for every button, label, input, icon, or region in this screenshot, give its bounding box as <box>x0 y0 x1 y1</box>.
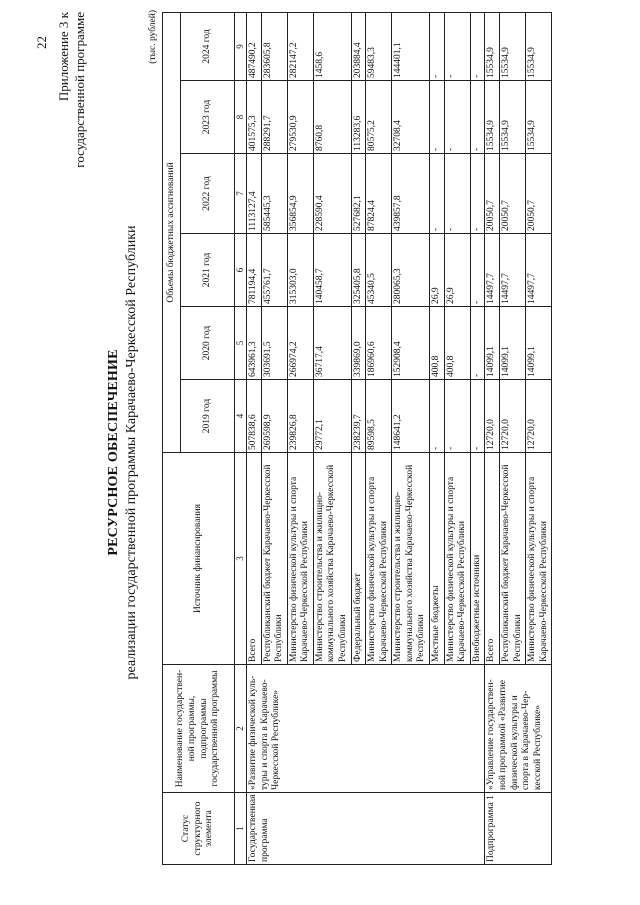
header-year: 2019 год <box>181 380 235 453</box>
value-cell: 643961,3 <box>246 307 261 380</box>
value-cell: 36717,4 <box>313 307 351 380</box>
column-index: 1 <box>235 793 247 865</box>
header-budget-volumes: Объемы бюджетных ассигнований <box>163 12 181 452</box>
value-cell: 455761,7 <box>261 234 287 307</box>
value-cell: 8760,8 <box>313 81 351 154</box>
value-cell: 15534,9 <box>485 12 500 80</box>
value-cell: 269598,9 <box>261 380 287 453</box>
value-cell: 89598,5 <box>366 380 392 453</box>
value-cell: 12720,0 <box>526 380 552 453</box>
value-cell: 59483,3 <box>366 12 392 80</box>
column-index: 9 <box>235 12 247 80</box>
value-cell: 238239,7 <box>351 380 366 453</box>
appendix-line-2: государственной программе <box>72 12 87 168</box>
column-index: 7 <box>235 154 247 234</box>
value-cell: - <box>470 12 485 80</box>
value-cell: 20050,7 <box>485 154 500 234</box>
value-cell: 29772,1 <box>313 380 351 453</box>
appendix-line-1: Приложение 3 к <box>56 12 71 102</box>
value-cell: - <box>444 12 470 80</box>
value-cell: 113283,6 <box>351 81 366 154</box>
value-cell: 507838,6 <box>246 380 261 453</box>
value-cell: 325405,8 <box>351 234 366 307</box>
value-cell: 144401,1 <box>392 12 430 80</box>
value-cell: 400,8 <box>444 307 470 380</box>
value-cell: - <box>444 81 470 154</box>
column-index: 4 <box>235 380 247 453</box>
value-cell: - <box>444 380 470 453</box>
source-cell: Всего <box>485 453 500 665</box>
source-cell: Местные бюджеты <box>430 453 445 665</box>
value-cell: - <box>430 12 445 80</box>
value-cell: - <box>430 81 445 154</box>
value-cell: - <box>470 81 485 154</box>
value-cell: 20050,7 <box>526 154 552 234</box>
status-cell: Государственная программа <box>246 793 484 865</box>
value-cell: - <box>470 234 485 307</box>
value-cell: 279530,9 <box>287 81 313 154</box>
value-cell: 303691,5 <box>261 307 287 380</box>
source-cell: Министерство физической культуры и спорта Карачаево-Черкесской Республики <box>287 453 313 665</box>
value-cell: 15534,9 <box>526 12 552 80</box>
header-funding-source: Источник финансирования <box>163 453 235 665</box>
column-index: 6 <box>235 234 247 307</box>
value-cell: 26,9 <box>444 234 470 307</box>
program-name-cell: «Управление государствен-ной программой «Развитие физической культуры и спорта в Карачаево-Чер-кесской Республике» <box>485 665 552 793</box>
value-cell: - <box>430 380 445 453</box>
value-cell: 15534,9 <box>526 81 552 154</box>
value-cell: 439857,8 <box>392 154 430 234</box>
value-cell: 339869,0 <box>351 307 366 380</box>
value-cell: 585445,3 <box>261 154 287 234</box>
value-cell: 781194,4 <box>246 234 261 307</box>
value-cell: 45340,5 <box>366 234 392 307</box>
value-cell: 356854,9 <box>287 154 313 234</box>
source-cell: Всего <box>246 453 261 665</box>
value-cell: 14099,1 <box>499 307 525 380</box>
header-program-name: Наименование государствен-ной программы, подпрограммы государственной программы <box>163 665 235 793</box>
value-cell: 266974,2 <box>287 307 313 380</box>
source-cell: Министерство физической культуры и спорта Карачаево-Черкесской Республики <box>444 453 470 665</box>
column-index: 5 <box>235 307 247 380</box>
header-year: 2022 год <box>181 154 235 234</box>
value-cell: 282147,2 <box>287 12 313 80</box>
value-cell: 12720,0 <box>485 380 500 453</box>
units-label: (тыс. рублей) <box>148 10 158 64</box>
value-cell: 32708,4 <box>392 81 430 154</box>
value-cell: 1458,6 <box>313 12 351 80</box>
value-cell: 400,8 <box>430 307 445 380</box>
value-cell: 401575,3 <box>246 81 261 154</box>
value-cell: 140458,7 <box>313 234 351 307</box>
value-cell: 14497,7 <box>526 234 552 307</box>
value-cell: 20050,7 <box>499 154 525 234</box>
resource-table <box>162 12 552 865</box>
value-cell: 239826,8 <box>287 380 313 453</box>
value-cell: - <box>430 154 445 234</box>
header-year: 2023 год <box>181 81 235 154</box>
value-cell: 1113127,4 <box>246 154 261 234</box>
source-cell: Министерство строительства и жилищно-коммунального хозяйства Карачаево-Черкесской Республики <box>392 453 430 665</box>
value-cell: 527682,1 <box>351 154 366 234</box>
source-cell: Республиканский бюджет Карачаево-Черкесской Республики <box>261 453 287 665</box>
header-year: 2020 год <box>181 307 235 380</box>
value-cell: 186960,6 <box>366 307 392 380</box>
value-cell: 14099,1 <box>485 307 500 380</box>
column-index: 3 <box>235 453 247 665</box>
column-index: 2 <box>235 665 247 793</box>
value-cell: 288291,7 <box>261 81 287 154</box>
page-number: 22 <box>34 36 49 49</box>
status-cell: Подпрограмма 1 <box>485 793 552 865</box>
value-cell: 152908,4 <box>392 307 430 380</box>
source-cell: Внебюджетные источники <box>470 453 485 665</box>
source-cell: Министерство физической культуры и спорта Карачаево-Черкесской Республики <box>526 453 552 665</box>
value-cell: - <box>444 154 470 234</box>
value-cell: 283605,8 <box>261 12 287 80</box>
value-cell: 315303,0 <box>287 234 313 307</box>
value-cell: - <box>470 154 485 234</box>
value-cell: 12720,0 <box>499 380 525 453</box>
document-subtitle: реализации государственной программы Карачаево-Черкесской Республики <box>124 225 139 680</box>
value-cell: 203884,4 <box>351 12 366 80</box>
table-row <box>485 12 500 864</box>
value-cell: 14497,7 <box>499 234 525 307</box>
value-cell: 80575,2 <box>366 81 392 154</box>
value-cell: 26,9 <box>430 234 445 307</box>
header-year: 2024 год <box>181 12 235 80</box>
value-cell: - <box>470 307 485 380</box>
source-cell: Республиканский бюджет Карачаево-Черкесской Республики <box>499 453 525 665</box>
program-name-cell: «Развитие физической куль-туры и спорта в Карачаево-Черкесской Республике» <box>246 665 484 793</box>
value-cell: 87824,4 <box>366 154 392 234</box>
document-title: РЕСУРСНОЕ ОБЕСПЕЧЕНИЕ <box>106 349 121 556</box>
value-cell: 14497,7 <box>485 234 500 307</box>
source-cell: Федеральный бюджет <box>351 453 366 665</box>
value-cell: 148641,2 <box>392 380 430 453</box>
value-cell: 228590,4 <box>313 154 351 234</box>
header-status: Статус структурного элемента <box>163 793 235 865</box>
value-cell: 15534,9 <box>499 81 525 154</box>
source-cell: Министерство физической культуры и спорта Карачаево-Черкесской Республики <box>366 453 392 665</box>
header-year: 2021 год <box>181 234 235 307</box>
value-cell: 14099,1 <box>526 307 552 380</box>
column-index: 8 <box>235 81 247 154</box>
source-cell: Министерство строительства и жилищно-коммунального хозяйства Карачаево-Черкесской Республики <box>313 453 351 665</box>
value-cell: 487490,2 <box>246 12 261 80</box>
table-row <box>246 12 261 864</box>
value-cell: 15534,9 <box>485 81 500 154</box>
value-cell: - <box>470 380 485 453</box>
value-cell: 15534,9 <box>499 12 525 80</box>
value-cell: 280065,3 <box>392 234 430 307</box>
